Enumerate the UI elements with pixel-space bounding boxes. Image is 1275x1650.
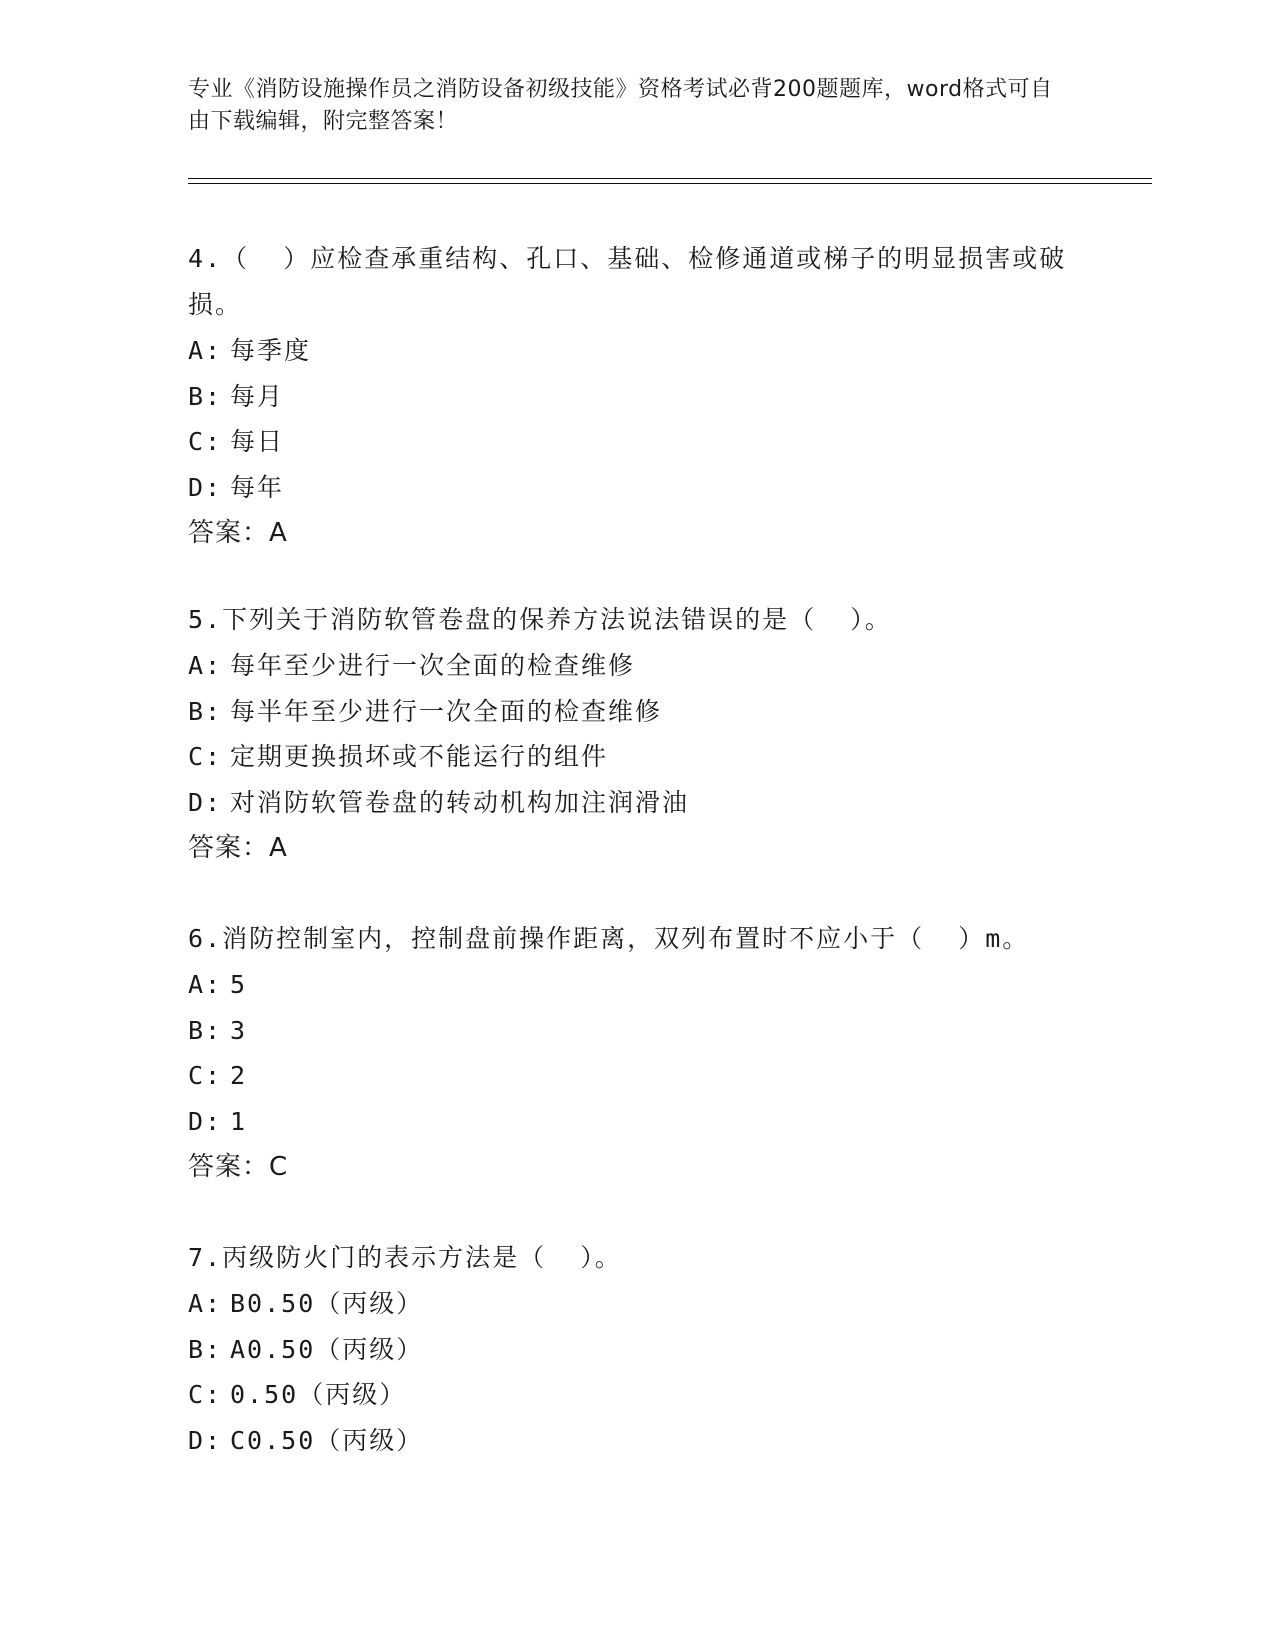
option-a	[188, 643, 1088, 689]
option-c	[188, 1372, 1088, 1418]
option-key: A:	[188, 1289, 223, 1318]
option-text: 3	[230, 1015, 248, 1045]
option-b	[188, 689, 1088, 735]
question-text: 6.消防控制室内，控制盘前操作距离，双列布置时不应小于（ ）m。	[188, 924, 1030, 953]
option-text: 定期更换损坏或不能运行的组件	[230, 742, 609, 771]
option-key: C:	[188, 742, 223, 771]
option-text: 每月	[230, 381, 285, 411]
option-text: 1	[230, 1106, 248, 1136]
option-key: D:	[188, 472, 223, 502]
question-text: 7.丙级防火门的表示方法是（ ）。	[188, 1243, 622, 1272]
option-text: 每日	[230, 427, 285, 456]
option-text: 每半年至少进行一次全面的检查维修	[230, 696, 663, 726]
option-text: B0.50（丙级）	[230, 1289, 424, 1318]
answer-line: 答案：A	[188, 833, 288, 863]
question-block	[188, 916, 1088, 1190]
question-block	[188, 236, 1088, 556]
option-text: 5	[230, 970, 248, 999]
question-block	[188, 1235, 1088, 1463]
option-c	[188, 1053, 1088, 1099]
answer-line: 答案：C	[188, 1152, 289, 1182]
option-c	[188, 419, 1088, 465]
option-b	[188, 374, 1088, 420]
option-text: A0.50（丙级）	[230, 1334, 424, 1364]
header-divider-top	[188, 178, 1152, 179]
option-text: 0.50（丙级）	[230, 1380, 407, 1409]
option-key: D:	[188, 1106, 223, 1136]
option-key: B:	[188, 1015, 223, 1045]
option-a	[188, 328, 1088, 374]
option-key: B:	[188, 1334, 223, 1364]
header-divider-bottom	[188, 183, 1152, 184]
option-text: 2	[230, 1061, 248, 1090]
option-key: C:	[188, 427, 223, 456]
option-key: A:	[188, 970, 223, 999]
question-block	[188, 597, 1088, 871]
answer-line: 答案：A	[188, 518, 288, 548]
option-text: C0.50（丙级）	[230, 1425, 424, 1455]
option-key: C:	[188, 1380, 223, 1409]
option-b	[188, 1008, 1088, 1054]
option-key: B:	[188, 381, 223, 411]
option-d	[188, 780, 1088, 826]
option-key: B:	[188, 696, 223, 726]
option-d	[188, 465, 1088, 511]
option-text: 每年	[230, 472, 285, 502]
option-text: 每季度	[230, 336, 312, 365]
question-text: 4.（ ）应检查承重结构、孔口、基础、检修通道或梯子的明显损害或破损。	[188, 244, 1067, 319]
option-key: A:	[188, 651, 223, 680]
option-d	[188, 1418, 1088, 1464]
option-text: 每年至少进行一次全面的检查维修	[230, 651, 636, 680]
option-c	[188, 734, 1088, 780]
option-key: D:	[188, 787, 223, 817]
option-key: C:	[188, 1061, 223, 1090]
option-a	[188, 962, 1088, 1008]
option-key: A:	[188, 336, 223, 365]
option-text: 对消防软管卷盘的转动机构加注润滑油	[230, 787, 690, 817]
question-text: 5.下列关于消防软管卷盘的保养方法说法错误的是（ ）。	[188, 605, 892, 634]
option-d	[188, 1099, 1088, 1145]
option-b	[188, 1327, 1088, 1373]
document-header-text: 专业《消防设施操作员之消防设备初级技能》资格考试必背200题题库，word格式可自由下载编辑，附完整答案！	[188, 77, 1053, 134]
option-a	[188, 1281, 1088, 1327]
option-key: D:	[188, 1425, 223, 1455]
